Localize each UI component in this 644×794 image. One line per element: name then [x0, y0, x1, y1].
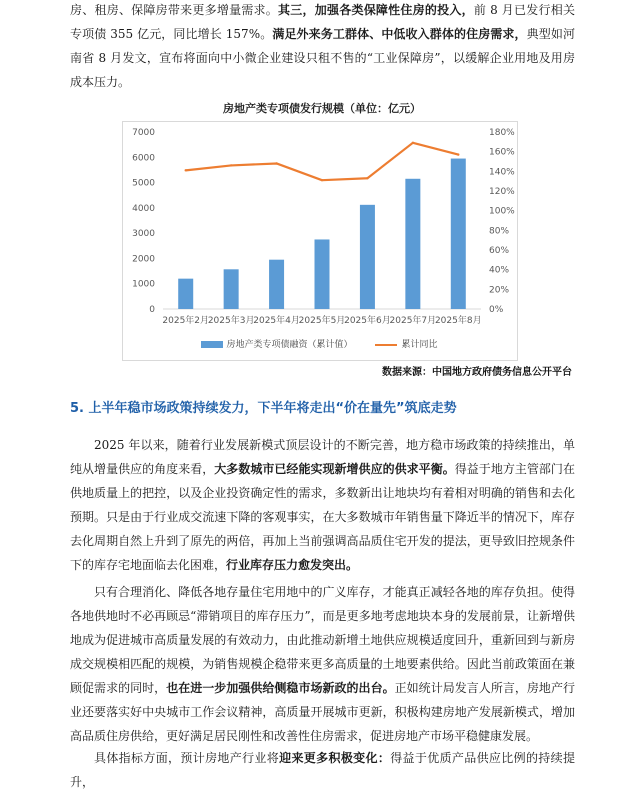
- bar-2025年7月: [405, 179, 420, 309]
- chart-plot: [123, 122, 517, 360]
- line-point-2025年5月: [321, 179, 323, 181]
- bar-2025年2月: [178, 279, 193, 309]
- data-source: 数据来源：中国地方政府债务信息公开平台: [382, 367, 572, 378]
- line-point-2025年3月: [230, 164, 232, 166]
- y-left-tick-label: 7000: [132, 128, 155, 138]
- legend-line-swatch: [375, 344, 397, 346]
- emphasis-text: 迎来更多积极变化：: [279, 751, 391, 765]
- line-point-2025年6月: [366, 177, 368, 179]
- line-point-2025年4月: [275, 162, 277, 164]
- y-right-tick-label: 60%: [489, 246, 510, 256]
- line-point-2025年8月: [457, 153, 459, 155]
- emphasis-text: 大多数城市已经能实现新增供应的供求平衡。: [214, 462, 455, 476]
- y-left-tick-label: 4000: [132, 203, 155, 214]
- y-right-tick-label: 160%: [489, 147, 515, 158]
- emphasis-text: 行业库存压力愈发突出。: [226, 558, 359, 572]
- y-left-tick-label: 0: [149, 305, 155, 315]
- legend-bar-swatch: [201, 341, 223, 348]
- body-paragraph-1: 2025 年以来，随着行业发展新模式顶层设计的不断完善，地方稳市场政策的持续推出，单纯从增量供应的角度来看，大多数城市已经能实现新增供应的供求平衡。得益于地方主管部门在供地质量上的把控，以及企业投资确定性的需求，多数新出让地块均有着相对明确的销售和去化预期。只是由于行业成交流速下降的客观事实，在大多数城市年销售量下降近半的情况下，库存去化周期自然上升到了原先的两倍，再加上当前强调高品质住宅开发的提法，更导致旧控规条件下的库存宅地面临去化困难，行业库存压力愈发突出。: [70, 438, 575, 572]
- x-tick-label: 2025年4月: [253, 316, 300, 326]
- y-right-tick-label: 20%: [489, 285, 510, 296]
- bar-2025年8月: [451, 159, 466, 309]
- x-tick-label: 2025年2月: [162, 316, 210, 326]
- emphasis-text: 其三，加强各类保障性住房的投入，: [278, 3, 474, 17]
- x-tick-label: 2025年8月: [434, 316, 482, 326]
- x-tick-label: 2025年5月: [298, 316, 346, 326]
- y-left-tick-label: 5000: [132, 178, 155, 189]
- y-right-tick-label: 80%: [489, 226, 510, 237]
- y-left-tick-label: 3000: [132, 229, 155, 240]
- x-tick-label: 2025年3月: [207, 316, 255, 326]
- y-right-tick-label: 120%: [489, 187, 515, 197]
- emphasis-text: 满足外来务工群体、中低收入群体的住房需求，: [272, 27, 527, 41]
- y-left-tick-label: 6000: [132, 153, 155, 164]
- y-left-tick-label: 1000: [132, 279, 155, 290]
- legend-item-line: 累计同比: [375, 337, 437, 350]
- chart-frame: [122, 121, 518, 361]
- chart-title: 房地产类专项债发行规模（单位：亿元）: [223, 102, 421, 115]
- line-point-2025年7月: [412, 142, 414, 144]
- bar-2025年4月: [269, 260, 284, 309]
- y-right-tick-label: 0%: [489, 305, 504, 315]
- y-right-tick-label: 40%: [489, 265, 510, 276]
- y-right-tick-label: 100%: [489, 206, 515, 217]
- line-point-2025年2月: [185, 169, 187, 171]
- y-left-tick-label: 2000: [132, 254, 155, 265]
- bar-2025年5月: [315, 239, 330, 309]
- x-tick-label: 2025年6月: [344, 316, 391, 326]
- bar-2025年6月: [360, 205, 375, 309]
- body-paragraph-2: 只有合理消化、降低各地存量住宅用地中的广义库存，才能真正减轻各地的库存负担。使得各地供地时不必再顾忌“滞销项目的库存压力”，而是更多地考虑地块本身的发展前景，让新增供地成为促进城市高质量发展的有效动力，由此推动新增土地供应规模适度回升，重新回到与新房成交规模相匹配的规模，为销售规模企稳带来更多高质量的土地要素供给。因此当前政策面在兼顾促需求的同时，也在进一步加强供给侧稳市场新政的出台。正如统计局发言人所言，房地产行业还要落实好中央城市工作会议精神，高质量开展城市更新，积极构建房地产发展新模式，增加高品质住房供给，更好满足居民刚性和改善性住房需求，促进房地产市场平稳健康发展。: [70, 585, 575, 743]
- bar-2025年3月: [224, 269, 239, 309]
- section-heading: 5. 上半年稳市场政策持续发力，下半年将走出“价在量先”筑底走势: [70, 401, 457, 416]
- y-right-tick-label: 140%: [489, 167, 515, 178]
- legend-item-bars: 房地产类专项债融资（累计值）: [201, 337, 353, 350]
- body-paragraph-3: 具体指标方面，预计房地产行业将迎来更多积极变化：得益于优质产品供应比例的持续提升，: [70, 751, 575, 789]
- x-tick-label: 2025年7月: [389, 316, 437, 326]
- intro-paragraph: 房、租房、保障房带来更多增量需求。其三，加强各类保障性住房的投入，前 8 月已发行相关专项债 355 亿元，同比增长 157%。满足外来务工群体、中低收入群体的住房需求，典型如河南省 8 月发文，宣布将面向中小微企业建设只租不售的“工业保障房”，以缓解企业用地及用房成本压力。: [70, 3, 575, 89]
- chart-legend: [122, 337, 516, 350]
- emphasis-text: 也在进一步加强供给侧稳市场新政的出台。: [166, 681, 395, 695]
- y-right-tick-label: 180%: [489, 128, 515, 138]
- line-series-yoy: [186, 143, 459, 180]
